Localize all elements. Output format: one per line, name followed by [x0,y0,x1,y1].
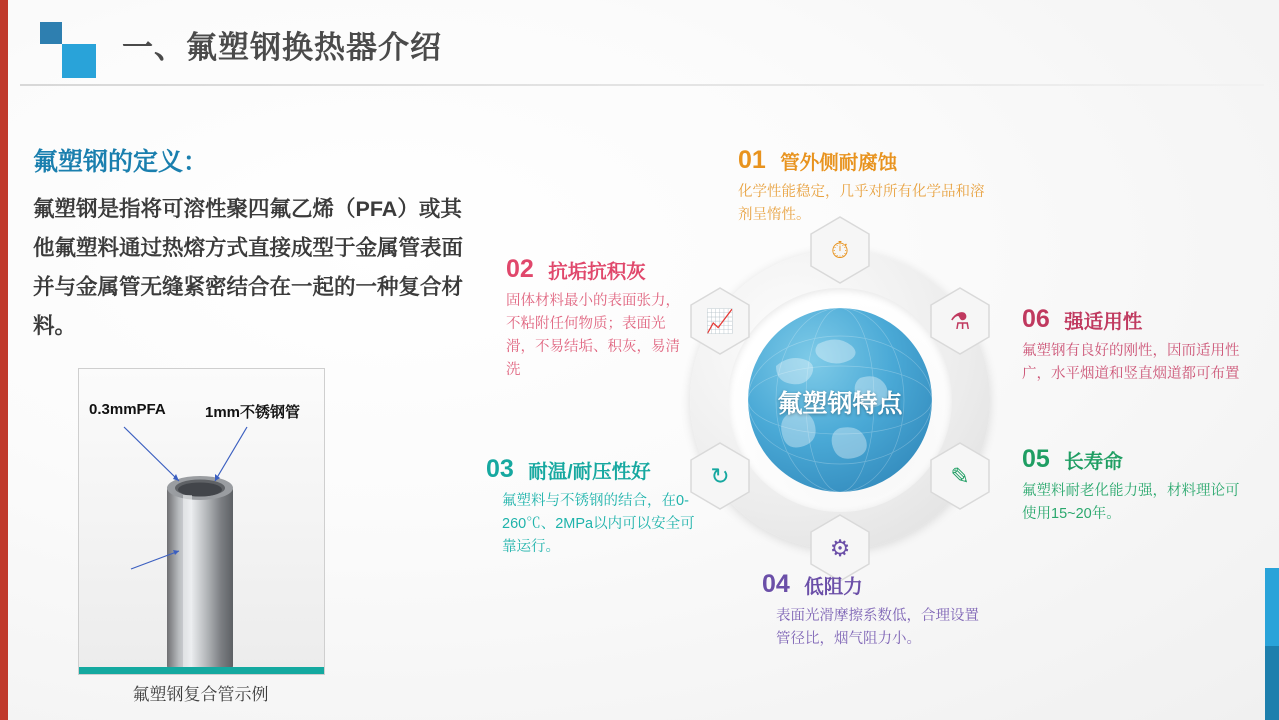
feature-number-05: 05 [1022,445,1050,473]
feature-ring-diagram [690,236,990,561]
feature-desc-02: 固体材料最小的表面张力，不粘附任何物质；表面光滑，不易结垢、积灰，易清洗 [506,293,680,378]
right-accent-bar-top [1265,568,1279,646]
feature-number-03: 03 [486,455,514,483]
photo-bottom-bar [79,667,324,674]
feature-number-01: 01 [738,146,766,174]
feature-number-06: 06 [1022,305,1050,333]
square-light-icon [62,44,96,78]
feature-title-02: 抗垢抗积灰 [548,260,646,283]
feature-desc-06: 氟塑钢有良好的刚性，因而适用性广，水平烟道和竖直烟道都可布置 [1022,343,1240,382]
feature-title-03: 耐温/耐压性好 [528,460,651,483]
definition-title: 氟塑钢的定义： [33,148,209,176]
definition-body: 氟塑钢是指将可溶性聚四氟乙烯（PFA）或其他氟塑料通过热熔方式直接成型于金属管表面并与金属管无缝紧密结合在一起的一种复合材料。 [33,197,464,338]
feature-title-05: 长寿命 [1064,450,1123,473]
feature-item-03[interactable] [486,455,696,559]
feature-title-04: 低阻力 [804,575,863,598]
feature-desc-03: 氟塑料与不锈钢的结合，在0-260℃、2MPa以内可以安全可靠运行。 [502,493,695,555]
feature-title-06: 强适用性 [1064,310,1143,333]
header-divider [20,84,1264,86]
globe-graphic [748,308,932,492]
hex-node-02[interactable] [689,287,751,355]
stopwatch-icon: ⏱ [831,236,849,263]
feature-item-02[interactable] [506,255,686,382]
pipe-photo [78,368,325,675]
header-square-logo [40,22,106,64]
diagram-center-label: 氟塑钢特点 [777,390,903,418]
hex-node-05[interactable] [929,442,991,510]
pencil-icon: ✎ [950,462,970,489]
photo-caption: 氟塑钢复合管示例 [132,685,269,704]
feature-item-05[interactable] [1022,445,1252,526]
hex-node-03[interactable] [689,442,751,510]
feature-number-04: 04 [762,570,790,598]
feature-desc-05: 氟塑料耐老化能力强，材料理论可使用15~20年。 [1022,483,1240,522]
hex-node-06[interactable] [929,287,991,355]
feature-desc-04: 表面光滑摩擦系数低，合理设置管径比，烟气阻力小。 [776,608,979,647]
feature-item-01[interactable] [738,146,998,227]
chart-line-icon: 📈 [705,307,735,334]
feature-item-04[interactable] [762,570,992,651]
page-title: 一、氟塑钢换热器介绍 [122,30,442,65]
left-accent-bar [0,0,8,720]
photo-label-steel: 1mm不锈钢管 [205,404,301,421]
right-accent-bar-bottom [1265,646,1279,720]
refresh-icon: ↻ [710,462,730,489]
square-dark-icon [40,22,62,44]
feature-item-06[interactable] [1022,305,1257,386]
feature-title-01: 管外侧耐腐蚀 [780,151,898,174]
flask-icon: ⚗ [949,307,971,334]
photo-label-pfa: 0.3mmPFA [89,401,166,418]
gears-icon: ⚙ [829,534,851,561]
feature-desc-01: 化学性能稳定，几乎对所有化学品和溶剂呈惰性。 [738,184,985,223]
feature-number-02: 02 [506,255,534,283]
